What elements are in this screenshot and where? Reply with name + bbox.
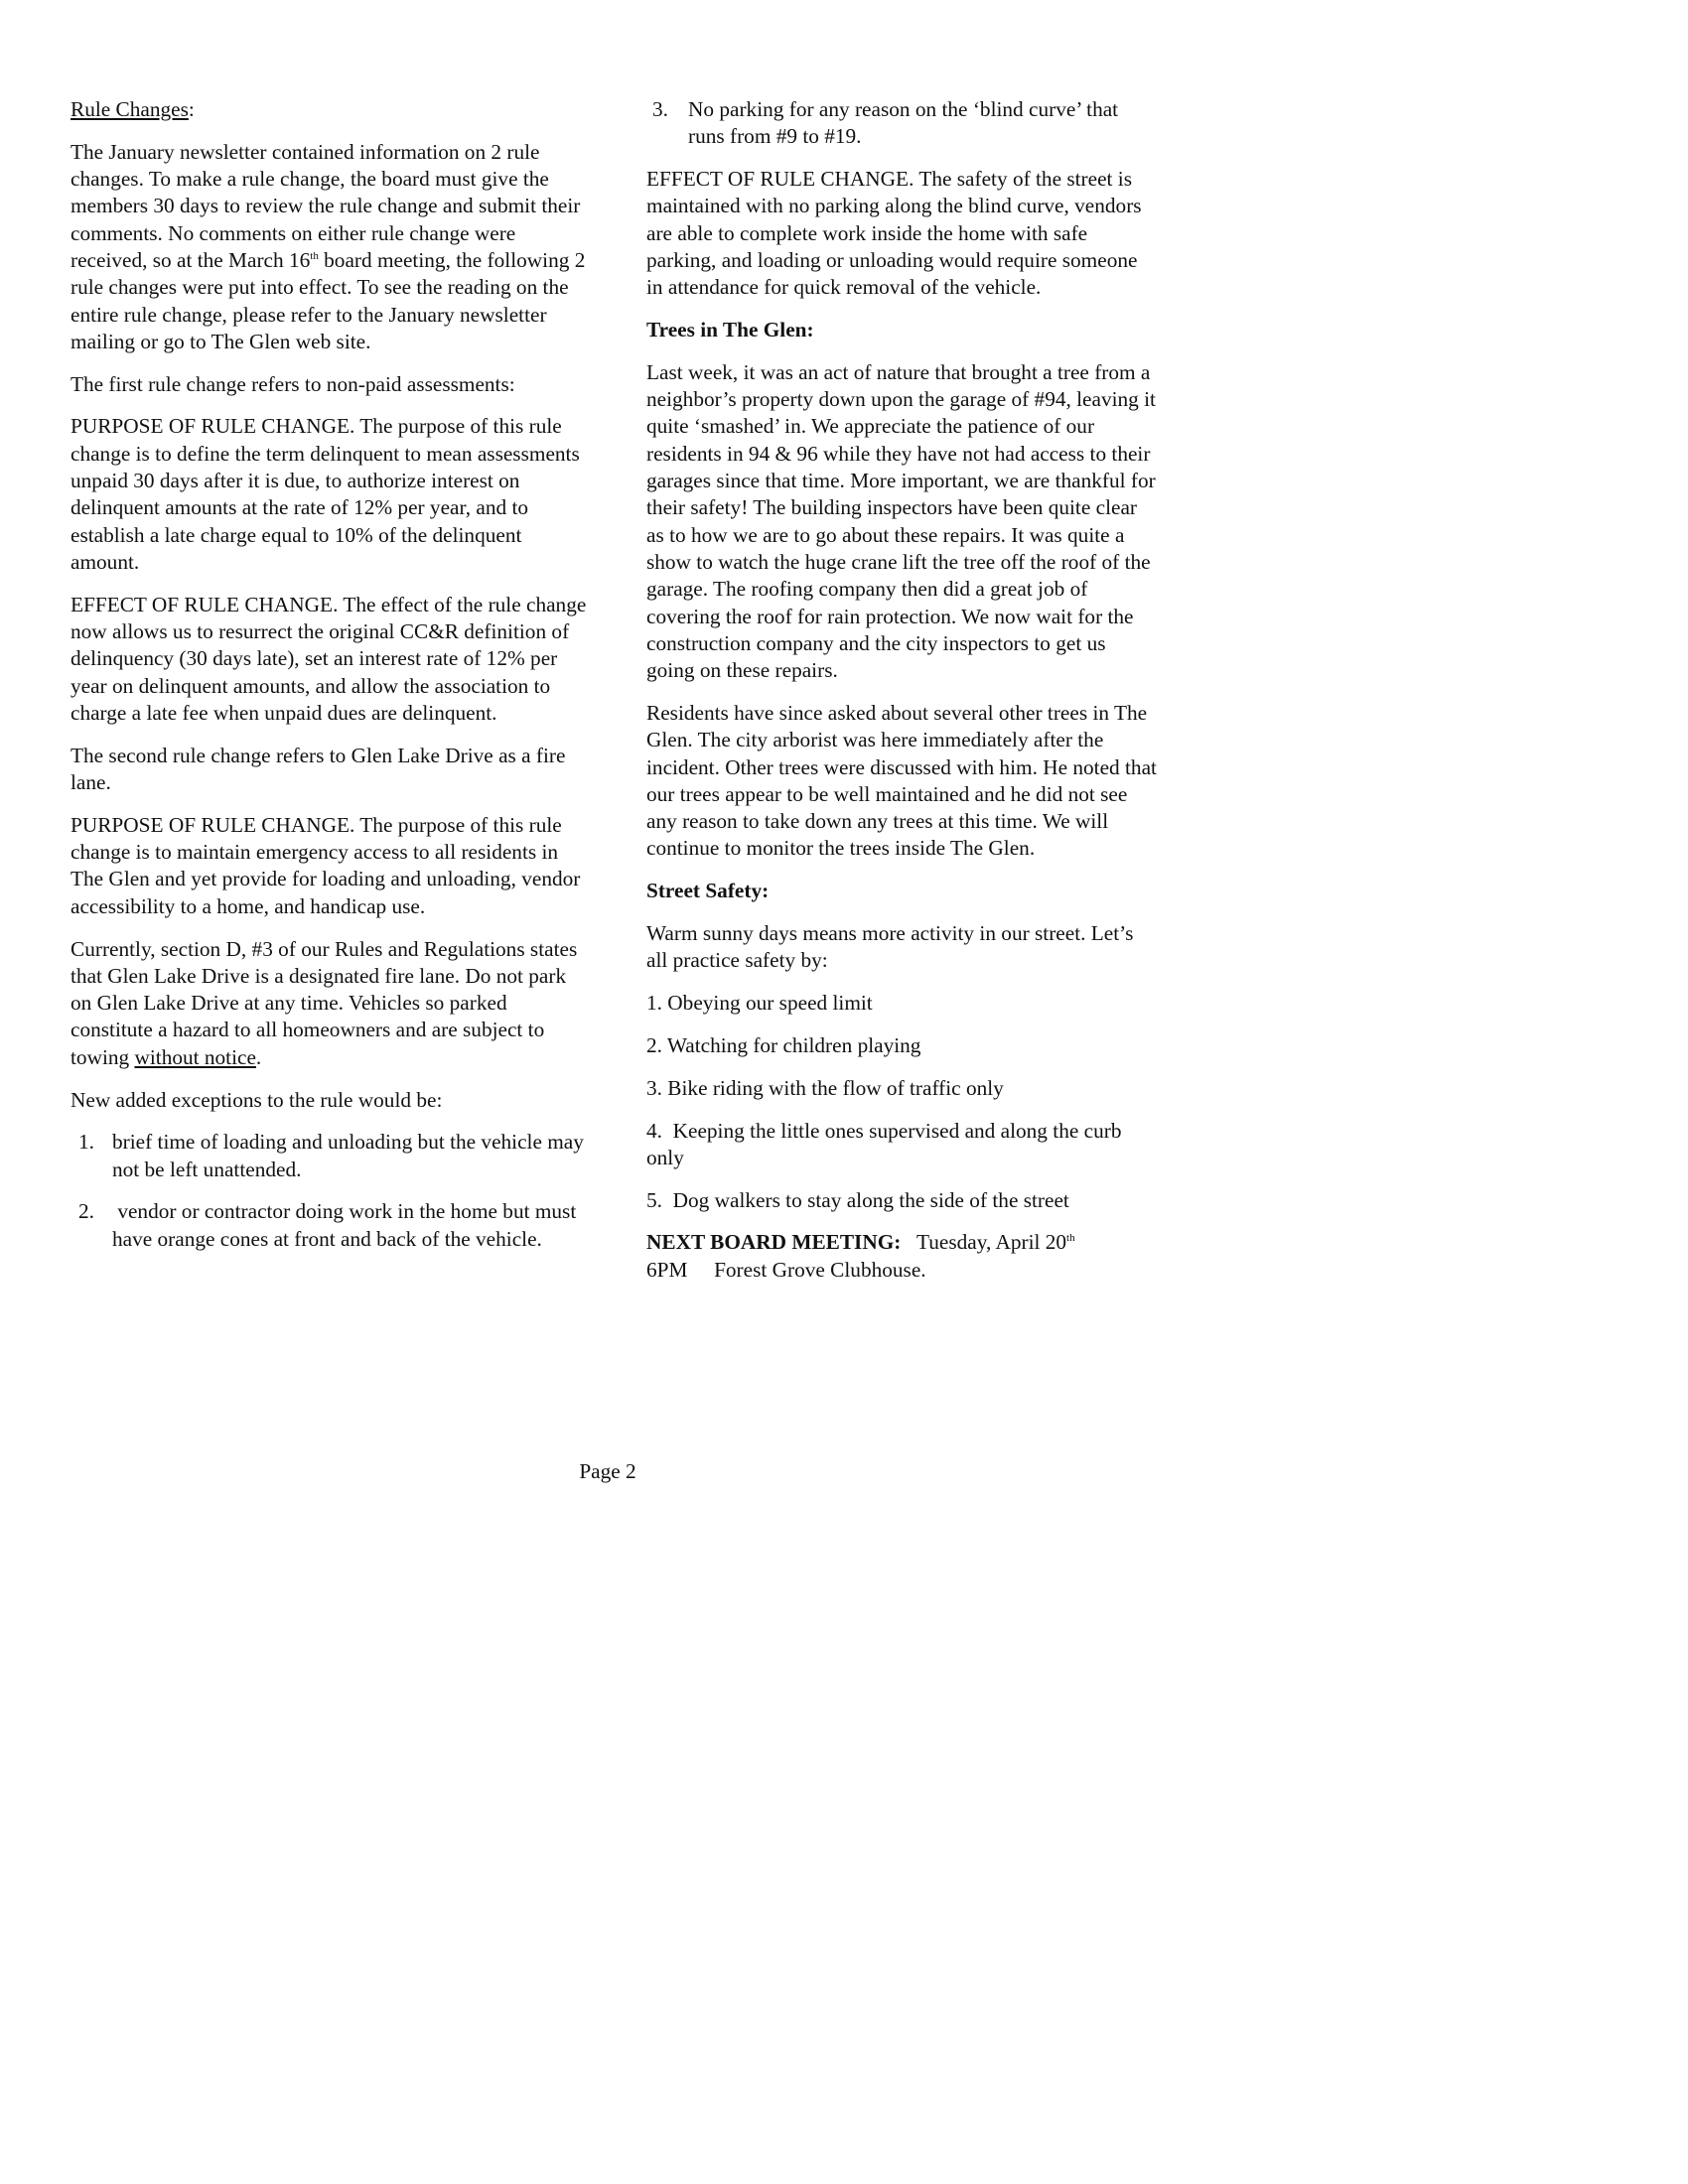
left-column — [70, 96, 587, 1268]
exceptions-intro: New added exceptions to the rule would be: — [70, 1087, 443, 1112]
list-item: 3. No parking for any reason on the ‘blind curve’ that runs from #9 to #19. — [652, 97, 1119, 149]
safety-item: 5. Dog walkers to stay along the side of the street — [646, 1187, 1069, 1212]
safety-item: 1. Obeying our speed limit — [646, 991, 873, 1016]
purpose-paragraph-2: PURPOSE OF RULE CHANGE. The purpose of this rule change is to maintain emergency access to all residents in The Glen and yet provide for loading and unloading, vendor accessibility to a home, and handicap use. — [70, 812, 581, 918]
meeting-label: NEXT BOARD MEETING: — [646, 1230, 902, 1255]
right-column — [646, 96, 1158, 1298]
next-board-meeting: NEXT BOARD MEETING: Tuesday, April 20th 6PM Forest Grove Clubhouse. — [646, 1230, 1075, 1282]
trees-heading: Trees in The Glen: — [646, 318, 814, 342]
meeting-place: Forest Grove Clubhouse. — [714, 1257, 926, 1282]
effect-paragraph-1: EFFECT OF RULE CHANGE. The effect of the rule change now allows us to resurrect the original CC&R definition of delinquency (30 days late), set an interest rate of 12% per year on delinquent amounts, and allow the association to charge a late fee when unpaid dues are delinquent. — [70, 592, 587, 725]
exceptions-list — [70, 1129, 587, 1253]
trees-paragraph-1: Last week, it was an act of nature that brought a tree from a neighbor’s property down upon the garage of #94, leaving it quite ‘smashed’ in. We appreciate the patience of our residents in 94 & 96 while they have not had access to their garages since that time. More important, we are thankful for their safety! The building inspectors have been quite clear as to how we are to go about these repairs. It was quite a show to watch the huge crane lift the tree off the roof of the garage. The roofing company then did a great job of covering the roof for rain protection. We now wait for the construction company and the city inspectors to get us going on these repairs. — [646, 359, 1156, 683]
safety-item: 2. Watching for children playing — [646, 1032, 921, 1057]
first-rule-paragraph: The first rule change refers to non-paid assessments: — [70, 371, 515, 396]
effect-paragraph-2: EFFECT OF RULE CHANGE. The safety of the street is maintained with no parking along the blind curve, vendors are able to complete work inside the home with safe parking, and loading or unloading would require someone in attendance for quick removal of the vehicle. — [646, 167, 1142, 300]
safety-item: 3. Bike riding with the flow of traffic only — [646, 1075, 1004, 1100]
trees-paragraph-2: Residents have since asked about several other trees in The Glen. The city arborist was here immediately after the incident. Other trees were discussed with him. He noted that our trees appear to be well maintained and he did not see any reason to take down any trees at this time. We will continue to monitor the trees inside The Glen. — [646, 700, 1157, 861]
rule-changes-heading: Rule Changes: — [70, 97, 195, 121]
meeting-time: 6PM — [646, 1257, 688, 1282]
meeting-date: Tuesday, April 20 — [901, 1230, 1067, 1255]
list-item: 1. brief time of loading and unloading but the vehicle may not be left unattended. — [78, 1130, 584, 1181]
second-rule-paragraph: The second rule change refers to Glen Lake Drive as a fire lane. — [70, 743, 566, 795]
page-number: Page 2 — [579, 1459, 636, 1483]
safety-item: 4. Keeping the little ones supervised and along the curb only — [646, 1118, 1127, 1169]
street-safety-heading: Street Safety: — [646, 879, 770, 903]
purpose-paragraph-1: PURPOSE OF RULE CHANGE. The purpose of this rule change is to define the term delinquent to mean assessments unpaid 30 days after it is due, to authorize interest on delinquent amounts at the rate of 12% per year, and to establish a late charge equal to 10% of the delinquent amount. — [70, 414, 580, 574]
safety-intro: Warm sunny days means more activity in our street. Let’s all practice safety by: — [646, 921, 1134, 973]
list-item: 2. vendor or contractor doing work in the home but must have orange cones at front and back of the vehicle. — [78, 1199, 582, 1251]
currently-paragraph: Currently, section D, #3 of our Rules and Regulations states that Glen Lake Drive is a designated fire lane. Do not park on Glen Lake Drive at any time. Vehicles so parked constitute a hazard to all homeowners and are subject to towing without notice. — [70, 936, 578, 1069]
intro-paragraph: The January newsletter contained information on 2 rule changes. To make a rule change, the board must give the members 30 days to review the rule change and submit their comments. No comments on either rule change were received, so at the March 16th board meeting, the following 2 rule changes were put into effect. To see the reading on the entire rule change, please refer to the January newsletter mailing or go to The Glen web site. — [70, 139, 586, 353]
exceptions-list-continued — [646, 96, 1158, 151]
